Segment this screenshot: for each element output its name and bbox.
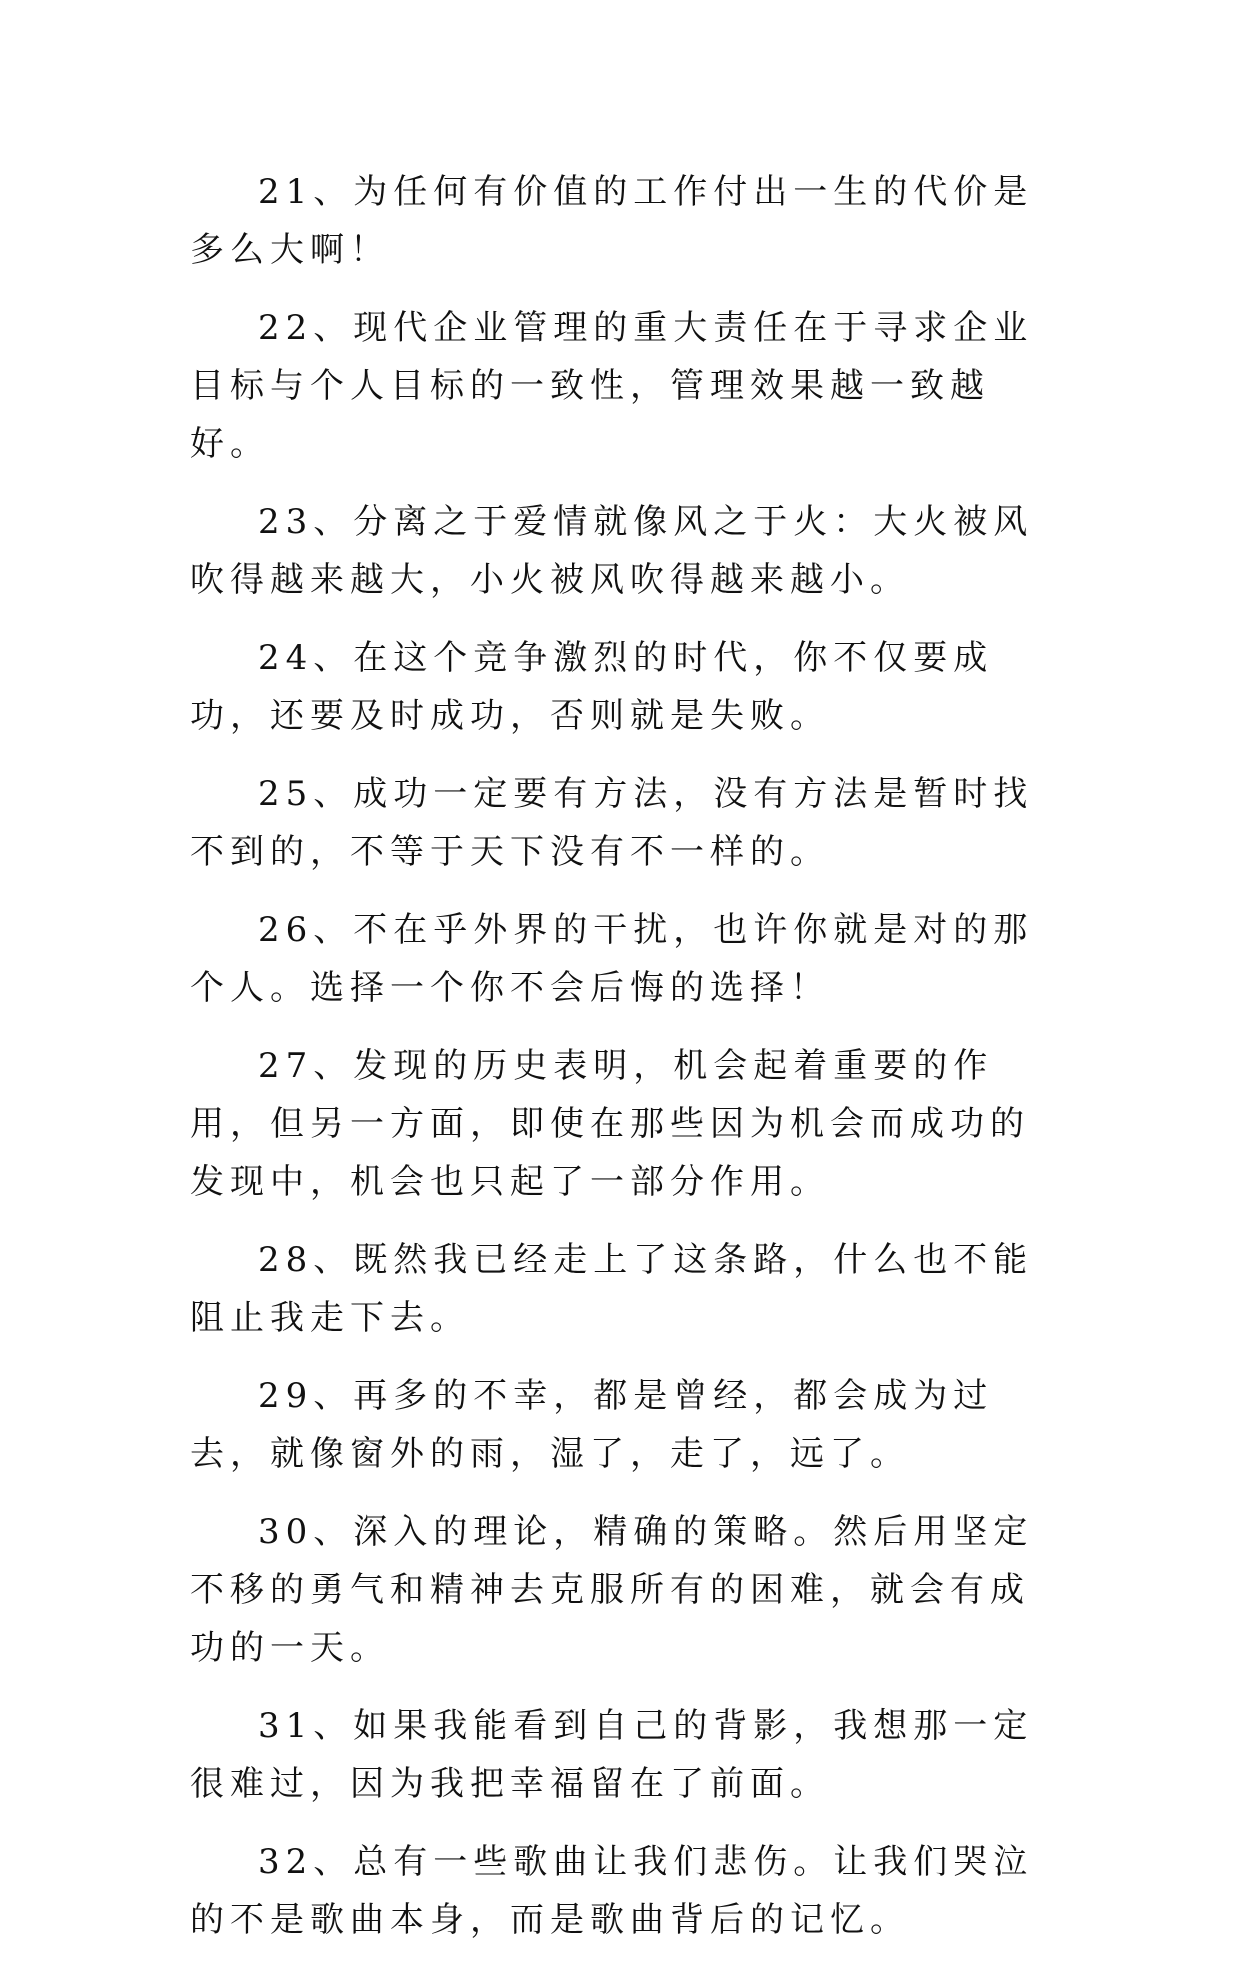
- paragraph-31: 31、如果我能看到自己的背影，我想那一定很难过，因为我把幸福留在了前面。: [190, 1706, 1034, 1804]
- paragraph-24: 24、在这个竞争激烈的时代，你不仅要成功，还要及时成功，否则就是失败。: [190, 638, 994, 736]
- paragraph-30: 30、深入的理论，精确的策略。然后用坚定不移的勇气和精神去克服所有的困难，就会有成功的一天。: [190, 1512, 1034, 1668]
- paragraph-21: 21、为任何有价值的工作付出一生的代价是多么大啊！: [190, 172, 1034, 270]
- paragraph-27: 27、发现的历史表明，机会起着重要的作用，但另一方面，即使在那些因为机会而成功的发现中，机会也只起了一部分作用。: [190, 1046, 1030, 1202]
- paragraph-22: 22、现代企业管理的重大责任在于寻求企业目标与个人目标的一致性，管理效果越一致越好。: [190, 308, 1034, 464]
- paragraph-28: 28、既然我已经走上了这条路，什么也不能阻止我走下去。: [190, 1240, 1034, 1338]
- document-body: [190, 163, 1060, 1969]
- paragraph-26: 26、不在乎外界的干扰，也许你就是对的那个人。选择一个你不会后悔的选择！: [190, 910, 1034, 1008]
- paragraph-23: 23、分离之于爱情就像风之于火：大火被风吹得越来越大，小火被风吹得越来越小。: [190, 502, 1034, 600]
- paragraph-32: 32、总有一些歌曲让我们悲伤。让我们哭泣的不是歌曲本身，而是歌曲背后的记忆。: [190, 1842, 1034, 1940]
- paragraph-25: 25、成功一定要有方法，没有方法是暂时找不到的，不等于天下没有不一样的。: [190, 774, 1034, 872]
- paragraph-29: 29、再多的不幸，都是曾经，都会成为过去，就像窗外的雨，湿了，走了，远了。: [190, 1376, 994, 1474]
